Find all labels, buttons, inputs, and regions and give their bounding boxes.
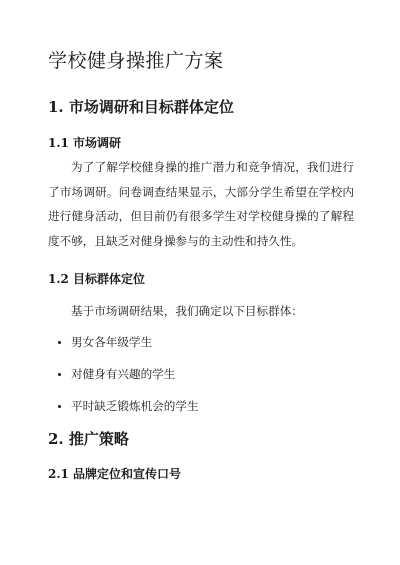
section-1-1-paragraph: 为了了解学校健身操的推广潜力和竞争情况，我们进行了市场调研。问卷调查结果显示，大部分学生希望在学校内进行健身活动，但目前仍有很多学生对学校健身操的了解程度不够，且缺乏对健身操参与的主动性和持久性。 — [48, 160, 354, 248]
section-1-2-intro: 基于市场调研结果，我们确定以下目标群体： — [71, 304, 303, 318]
list-item — [58, 366, 175, 382]
list-item-text: 对健身有兴趣的学生 — [71, 367, 176, 381]
document-title: 学校健身操推广方案 — [48, 50, 224, 72]
bullet-icon — [58, 405, 61, 408]
section-2-heading: 2. 推广策略 — [48, 430, 129, 448]
section-1-1-heading: 1.1 市场调研 — [48, 136, 122, 150]
section-1-heading: 1. 市场调研和目标群体定位 — [48, 98, 234, 116]
bullet-icon — [58, 373, 61, 376]
list-item — [58, 334, 152, 350]
list-item — [58, 398, 199, 414]
bullet-icon — [58, 341, 61, 344]
list-item-text: 男女各年级学生 — [71, 335, 153, 349]
list-item-text: 平时缺乏锻炼机会的学生 — [71, 399, 199, 413]
section-1-2-heading: 1.2 目标群体定位 — [48, 272, 146, 286]
section-2-1-heading: 2.1 品牌定位和宣传口号 — [48, 467, 182, 481]
